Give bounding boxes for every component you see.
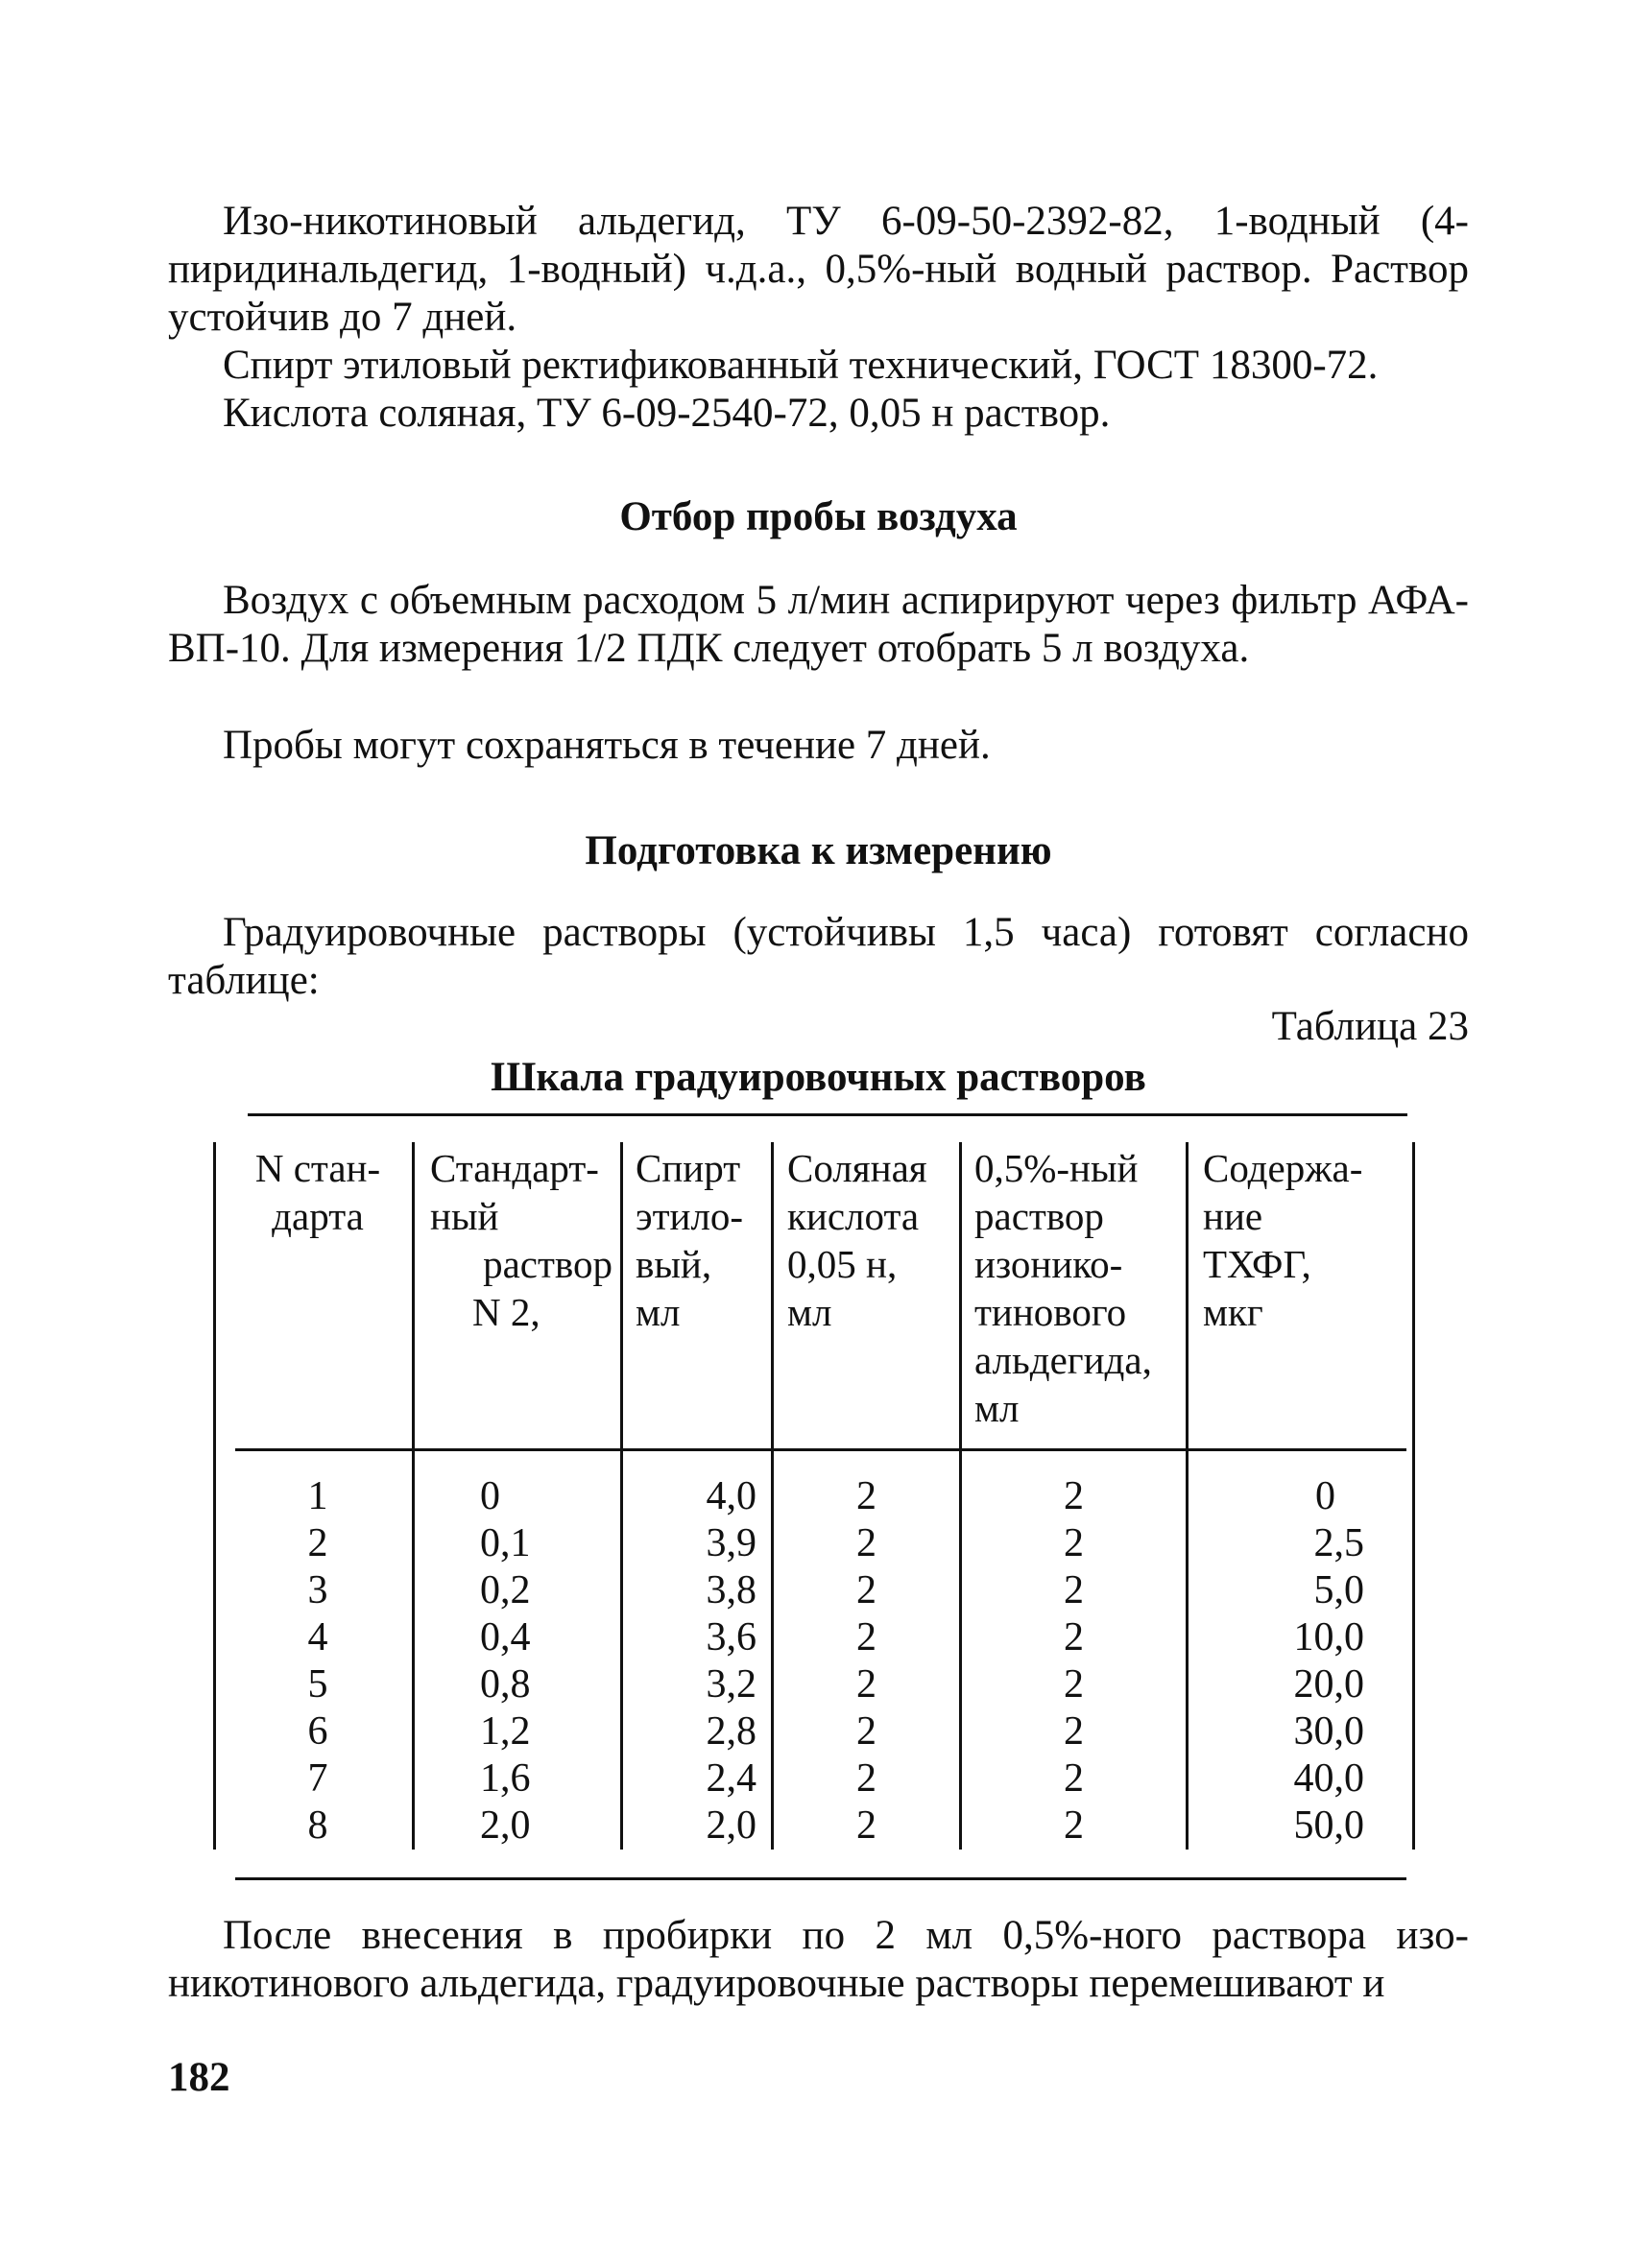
table-cell: 0,4 bbox=[480, 1615, 531, 1659]
table-top-rule bbox=[248, 1113, 1407, 1116]
table-cell: 2,5 bbox=[1313, 1521, 1364, 1565]
table-cell: 2,4 bbox=[706, 1756, 756, 1801]
table-cell: 2 bbox=[1064, 1709, 1084, 1754]
table-cell: 3,8 bbox=[706, 1568, 756, 1612]
table-cell: 2,0 bbox=[480, 1803, 531, 1848]
paragraph-sampling-method: Воздух с объемным расходом 5 л/мин аспирируют через фильтр АФА-ВП-10. Для измерения 1/2 ПДК следует отобрать 5 л воздуха. bbox=[168, 578, 1469, 671]
table-cell: 2 bbox=[1064, 1521, 1084, 1565]
table-cell: 3,2 bbox=[706, 1662, 756, 1707]
table-cell: 10,0 bbox=[1293, 1615, 1364, 1659]
table-column-divider bbox=[620, 1142, 623, 1850]
table-cell: 1 bbox=[307, 1474, 328, 1518]
table-cell: 0 bbox=[480, 1474, 500, 1518]
table-cell: 2 bbox=[1064, 1615, 1084, 1659]
table-cell: 3,6 bbox=[706, 1615, 756, 1659]
table-cell: 0 bbox=[1315, 1474, 1335, 1518]
paragraph-reagent-acid: Кислота соляная, ТУ 6-09-2540-72, 0,05 н раствор. bbox=[223, 391, 1111, 436]
table-cell: 40,0 bbox=[1293, 1756, 1364, 1801]
table-cell: 2 bbox=[856, 1803, 877, 1848]
table-cell: 4,0 bbox=[706, 1474, 756, 1518]
table-column-ethanol bbox=[636, 1473, 756, 1850]
table-column-tkhfg-content bbox=[1203, 1473, 1364, 1850]
table-header-rule bbox=[235, 1448, 1406, 1451]
table-cell: 5 bbox=[307, 1662, 328, 1707]
paragraph-reagent-alcohol: Спирт этиловый ректификованный технический, ГОСТ 18300-72. bbox=[223, 343, 1379, 388]
table-cell: 2,8 bbox=[706, 1709, 756, 1754]
table-cell: 20,0 bbox=[1293, 1662, 1364, 1707]
table-number: Таблица 23 bbox=[1271, 1004, 1469, 1049]
heading-air-sampling: Отбор пробы воздуха bbox=[619, 494, 1018, 539]
table-cell: 50,0 bbox=[1293, 1803, 1364, 1848]
table-column-divider bbox=[1186, 1142, 1189, 1850]
table-cell: 2 bbox=[856, 1615, 877, 1659]
table-cell: 1,2 bbox=[480, 1709, 531, 1754]
table-column-hydrochloric-acid bbox=[774, 1473, 959, 1850]
table-border-right bbox=[1412, 1142, 1415, 1850]
table-cell: 2 bbox=[1064, 1474, 1084, 1518]
table-cell: 2 bbox=[856, 1756, 877, 1801]
table-header-hydrochloric-acid: Соляная кислота 0,05 н, мл bbox=[787, 1146, 927, 1334]
paragraph-reagent-aldehyde: Изо-никотиновый альдегид, ТУ 6-09-50-2392-82, 1-водный (4-пиридинальдегид, 1-водный) ч.д.а., 0,5%-ный водный раствор. Раствор устойчив до 7 дней. bbox=[168, 199, 1469, 340]
table-header-standard-solution: Стандарт- ный раствор N 2, bbox=[430, 1146, 612, 1334]
table-cell: 0,8 bbox=[480, 1662, 531, 1707]
table-cell: 2 bbox=[1064, 1568, 1084, 1612]
table-header-standard-number: N стан- дарта bbox=[254, 1146, 381, 1238]
table-cell: 1,6 bbox=[480, 1756, 531, 1801]
table-cell: 5,0 bbox=[1313, 1568, 1364, 1612]
table-cell: 3 bbox=[307, 1568, 328, 1612]
table-title: Шкала градуировочных растворов bbox=[491, 1055, 1146, 1100]
table-cell: 2 bbox=[856, 1521, 877, 1565]
table-header-aldehyde-solution: 0,5%-ный раствор изонико- тинового альдегида, мл bbox=[974, 1146, 1152, 1430]
table-cell: 2 bbox=[856, 1474, 877, 1518]
table-header-ethanol: Спирт этило- вый, мл bbox=[636, 1146, 744, 1334]
table-cell: 8 bbox=[307, 1803, 328, 1848]
table-header-tkhfg-content: Содержа- ние ТХФГ, мкг bbox=[1203, 1146, 1363, 1334]
paragraph-calibration-solutions: Градуировочные растворы (устойчивы 1,5 часа) готовят согласно таблице: bbox=[168, 910, 1469, 1003]
table-cell: 2 bbox=[856, 1709, 877, 1754]
table-cell: 30,0 bbox=[1293, 1709, 1364, 1754]
table-cell: 7 bbox=[307, 1756, 328, 1801]
table-cell: 2 bbox=[1064, 1803, 1084, 1848]
table-bottom-rule bbox=[235, 1877, 1406, 1880]
heading-measurement-preparation: Подготовка к измерению bbox=[585, 828, 1052, 873]
table-cell: 6 bbox=[307, 1709, 328, 1754]
table-cell: 2 bbox=[1064, 1756, 1084, 1801]
table-column-standard-solution bbox=[480, 1473, 614, 1850]
table-border-left bbox=[213, 1142, 216, 1850]
table-cell: 2 bbox=[307, 1521, 328, 1565]
table-cell: 2 bbox=[1064, 1662, 1084, 1707]
table-column-divider bbox=[412, 1142, 415, 1850]
table-cell: 2 bbox=[856, 1568, 877, 1612]
table-column-standard-number bbox=[227, 1473, 409, 1850]
table-cell: 0,1 bbox=[480, 1521, 531, 1565]
table-cell: 2 bbox=[856, 1662, 877, 1707]
paragraph-after-table: После внесения в пробирки по 2 мл 0,5%-ного раствора изо-никотинового альдегида, градуировочные растворы перемешивают и bbox=[168, 1913, 1469, 2006]
table-column-aldehyde-solution bbox=[962, 1473, 1186, 1850]
table-cell: 0,2 bbox=[480, 1568, 531, 1612]
table-cell: 3,9 bbox=[706, 1521, 756, 1565]
paragraph-sample-storage: Пробы могут сохраняться в течение 7 дней. bbox=[223, 723, 991, 768]
page-number: 182 bbox=[168, 2055, 230, 2100]
table-cell: 4 bbox=[307, 1615, 328, 1659]
table-cell: 2,0 bbox=[706, 1803, 756, 1848]
